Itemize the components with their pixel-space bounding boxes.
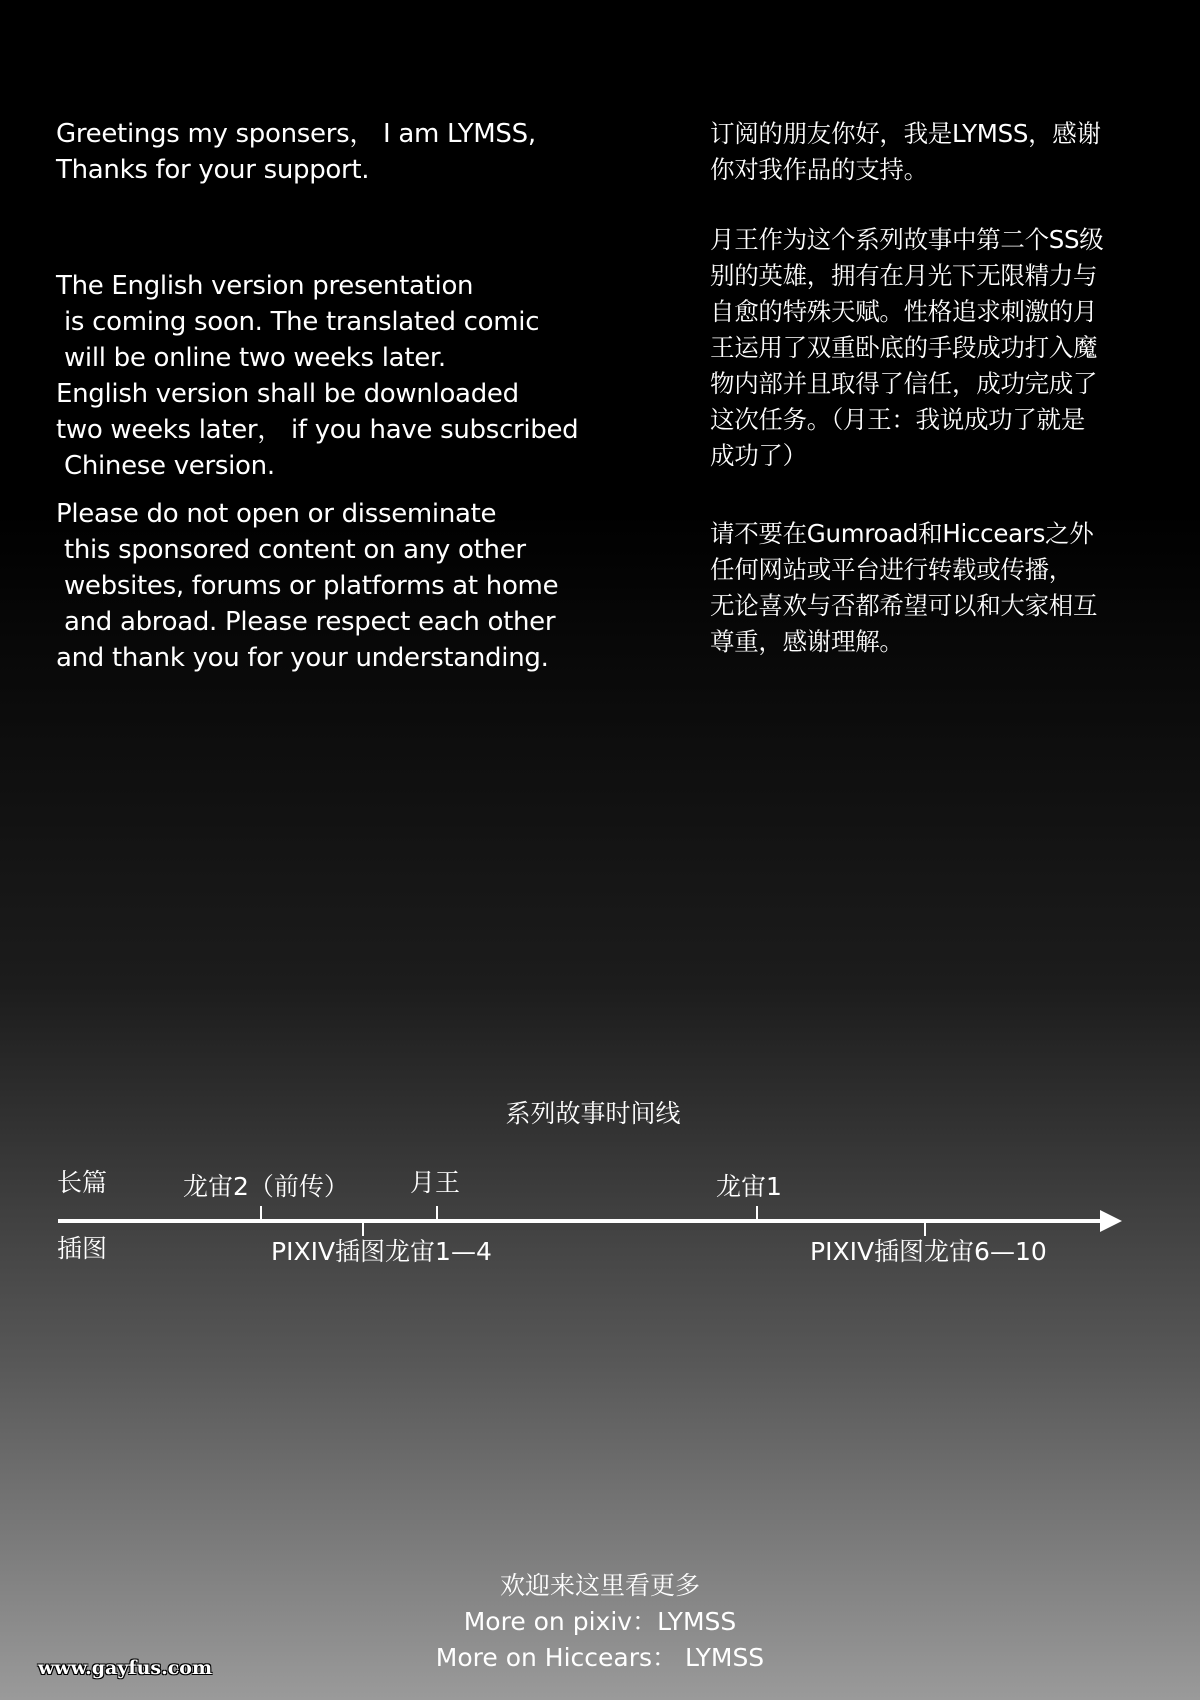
english-copyright-notice: Please do not open or disseminate this sponsored content on any other websites, forums or platforms at home and abroad. Please respect each other and thank you for your understanding. [56,499,559,673]
timeline-arrow-icon [1100,1210,1122,1232]
english-greeting: Greetings my sponsers， I am LYMSS, Thanks for your support. [56,119,536,185]
timeline-tick [756,1206,758,1220]
footer-pixiv-link: More on pixiv：LYMSS [463,1607,737,1636]
timeline-event-dragon-1: 龙宙1 [716,1172,782,1201]
timeline-event-moon-king: 月王 [410,1168,461,1197]
chinese-story-description: 月王作为这个系列故事中第二个SS级 别的英雄，拥有在月光下无限精力与 自愈的特殊天赋。性格追求刺激的月 王运用了双重卧底的手段成功打入魔 物内部并且取得了信任，成功完成了 这次任务。（月王：我说成功了就是 成功了） [710,225,1104,470]
timeline-tick [362,1222,364,1236]
timeline-event-prequel: 龙宙2（前传） [183,1172,349,1201]
timeline-tick [436,1206,438,1220]
timeline-event-pixiv-1-4: PIXIV插图龙宙1—4 [271,1237,492,1266]
footer-hiccears-link: More on Hiccears： LYMSS [435,1643,765,1672]
timeline-tick [924,1222,926,1236]
timeline-axis [58,1219,1102,1223]
footer-welcome: 欢迎来这里看更多 [499,1571,700,1600]
timeline-row-illustration: 插图 [57,1234,108,1263]
timeline-event-pixiv-6-10: PIXIV插图龙宙6—10 [810,1237,1047,1266]
chinese-copyright-notice: 请不要在Gumroad和Hiccears之外 任何网站或平台进行转载或传播， 无论喜欢与否都希望可以和大家相互 尊重，感谢理解。 [710,519,1098,656]
timeline-tick [260,1206,262,1220]
watermark: www.gayfus.com [38,1657,213,1679]
timeline-row-long: 长篇 [57,1168,108,1197]
english-version-notice: The English version presentation is coming soon. The translated comic will be online two weeks later. English version shall be downloaded two weeks later， if you have subscribed Chinese version. [56,271,579,481]
timeline-title: 系列故事时间线 [505,1099,681,1128]
chinese-greeting: 订阅的朋友你好，我是LYMSS，感谢 你对我作品的支持。 [710,119,1101,184]
